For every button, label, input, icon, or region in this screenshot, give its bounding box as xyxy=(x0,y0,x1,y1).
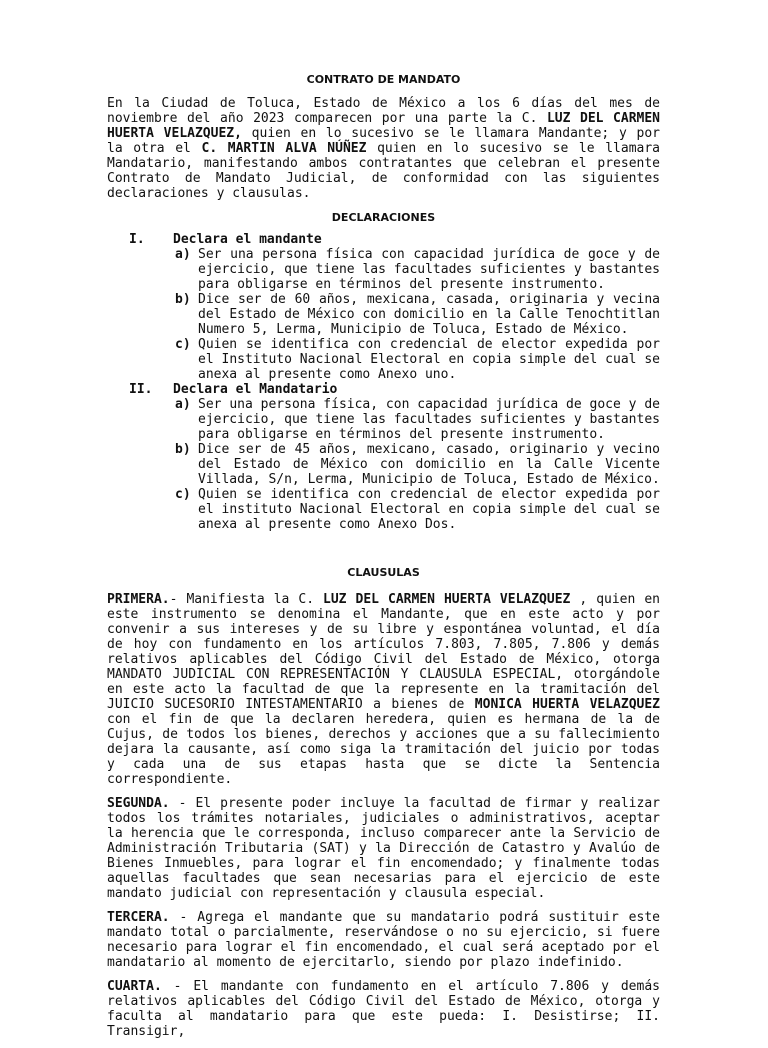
item-text: Quien se identifica con credencial de elector expedida por el Instituto Nacional Electoral en copia simple del cual se anexa al presente como Anexo uno. xyxy=(198,337,660,382)
declaration-numeral: II. xyxy=(129,382,153,397)
clause-label: CUARTA. xyxy=(107,979,162,994)
intro-paragraph xyxy=(107,96,660,201)
clause-label: SEGUNDA. xyxy=(107,796,170,811)
declaration-item xyxy=(107,442,660,487)
declaration-item xyxy=(107,337,660,382)
declaration-group-mandante xyxy=(107,232,660,247)
item-text: Ser una persona física, con capacidad jurídica de goce y de ejercicio, que tiene las facultades suficientes y bastantes para obligarse en términos del presente instrumento. xyxy=(198,397,660,442)
item-letter: c) xyxy=(175,487,191,502)
declaration-item xyxy=(107,292,660,337)
document-body xyxy=(107,72,660,1048)
declaration-label: Declara el mandante xyxy=(173,232,322,247)
item-text: Dice ser de 60 años, mexicana, casada, originaria y vecina del Estado de México con domicilio en la Calle Tenochtitlan Numero 5, Lerma, Municipio de Toluca, Estado de México. xyxy=(198,292,660,337)
clause-segunda xyxy=(107,796,660,901)
declaration-group-mandatario xyxy=(107,382,660,397)
item-letter: a) xyxy=(175,397,191,412)
clause-text: , quien en este instrumento se denomina el Mandante, que en este acto y por convenir a sus intereses y de su libre y espontánea voluntad, el día de hoy con fundamento en los artículos 7.803, 7.805, 7.806 y demás relativos aplicables del Código Civil del Estado de México, otorga MANDATO JUDICIAL CON REPRESENTACIÓN Y CLAUSULA ESPECIAL, otorgándole en este acto la facultad de que la represente en la tramitación del JUICIO SUCESORIO INTESTAMENTARIO a bienes de xyxy=(107,592,660,712)
mandante-name: LUZ DEL CARMEN HUERTA VELAZQUEZ, xyxy=(107,111,661,141)
clause-label: TERCERA. xyxy=(107,910,170,925)
clause-tercera xyxy=(107,910,660,970)
intro-text: quien en lo sucesivo se le llamara Mandatario, manifestando ambos contratantes que celebran el presente Contrato de Mandato Judicial, de conformidad con las siguientes declaraciones y clausulas. xyxy=(107,141,660,201)
clausulas-heading: CLAUSULAS xyxy=(347,566,420,579)
document-title: CONTRATO DE MANDATO xyxy=(306,73,461,86)
declaration-label: Declara el Mandatario xyxy=(173,382,338,397)
item-letter: c) xyxy=(175,337,191,352)
item-letter: b) xyxy=(175,292,191,307)
causante-name: MONICA HUERTA VELAZQUEZ xyxy=(474,697,661,712)
clause-primera xyxy=(107,592,660,787)
mandante-name: LUZ DEL CARMEN HUERTA VELAZQUEZ xyxy=(323,592,571,607)
declaration-numeral: I. xyxy=(129,232,145,247)
item-text: Ser una persona física con capacidad jurídica de goce y de ejercicio, que tiene las facultades suficientes y bastantes para obligarse en términos del presente instrumento. xyxy=(198,247,660,292)
intro-text: quien en lo sucesivo se le llamara Mandante; y por la otra el xyxy=(107,126,660,156)
clause-text: - El presente poder incluye la facultad de firmar y realizar todos los trámites notariales, judiciales o administrativos, aceptar la herencia que le corresponda, incluso comparecer ante la Servicio de Administración Tributaria (SAT) y la Dirección de Catastro y Avalúo de Bienes Inmuebles, para lograr el fin encomendado; y finalmente todas aquellas facultades que sean necesarias para el ejercicio de este mandato judicial con representación y clausula especial. xyxy=(107,796,660,901)
item-text: Dice ser de 45 años, mexicano, casado, originario y vecino del Estado de México con domicilio en la Calle Vicente Villada, S/n, Lerma, Municipio de Toluca, Estado de México. xyxy=(198,442,660,487)
declaration-item xyxy=(107,487,660,532)
clause-text: con el fin de que la declaren heredera, quien es hermana de la de Cujus, de todos los bienes, derechos y acciones que a su fallecimiento dejara la causante, así como siga la tramitación del juicio por todas y cada una de sus etapas hasta que se dicte la Sentencia correspondiente. xyxy=(107,712,660,787)
intro-text: En la Ciudad de Toluca, Estado de México a los 6 días del mes de noviembre del año 2023 comparecen por una parte la C. xyxy=(107,96,660,126)
item-letter: a) xyxy=(175,247,191,262)
clause-label: PRIMERA. xyxy=(107,592,170,607)
declaration-item xyxy=(107,247,660,292)
item-text: Quien se identifica con credencial de elector expedida por el instituto Nacional Electoral en copia simple del cual se anexa al presente como Anexo Dos. xyxy=(198,487,660,532)
clause-cuarta xyxy=(107,979,660,1039)
clause-text: - El mandante con fundamento en el artículo 7.806 y demás relativos aplicables del Código Civil del Estado de México, otorga y faculta al mandatario para que este pueda: I. Desistirse; II. Transigir, xyxy=(107,979,660,1039)
mandatario-name: C. MARTIN ALVA NÚÑEZ xyxy=(201,141,367,156)
clause-text: - Agrega el mandante que su mandatario podrá sustituir este mandato total o parcialmente, reservándose o no su ejercicio, si fuere necesario para lograr el fin encomendado, el cual será aceptado por el mandatario al momento de ejercitarlo, siendo por plazo indefinido. xyxy=(107,910,660,970)
declaration-item xyxy=(107,397,660,442)
item-letter: b) xyxy=(175,442,191,457)
declaraciones-heading: DECLARACIONES xyxy=(331,211,436,224)
clause-text: - Manifiesta la C. xyxy=(169,592,324,607)
